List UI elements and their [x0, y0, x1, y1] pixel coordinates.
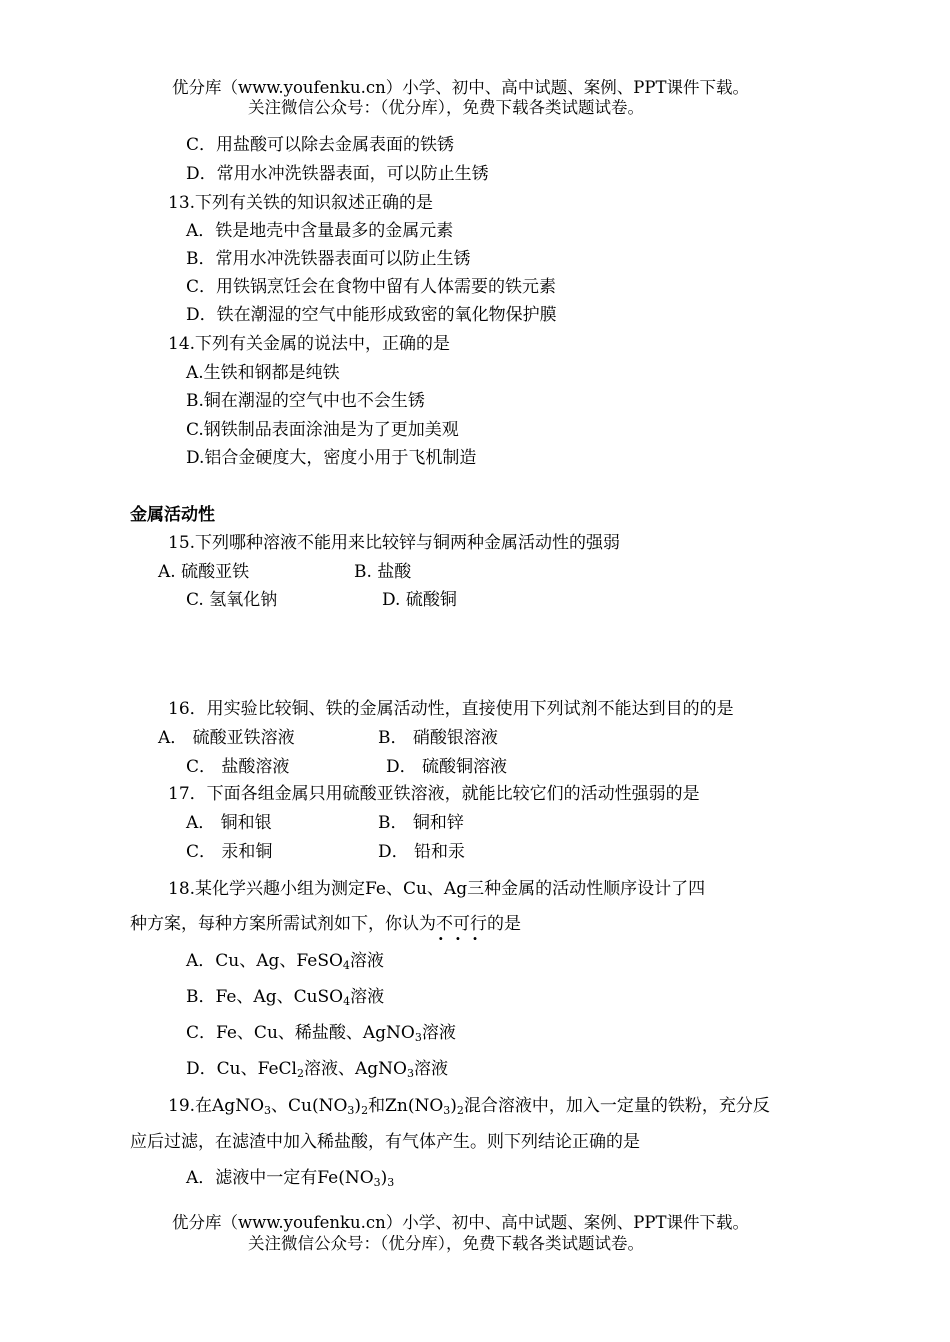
q18-emphasis-not-feasible: 不可行 · · · — [436, 914, 487, 934]
q17-option-c: C． 汞和铜 — [186, 842, 273, 862]
q19-a-subscript-1: 3 — [373, 1176, 381, 1189]
q19-a-subscript-2: 3 — [387, 1176, 395, 1189]
q18-option-d — [186, 1058, 448, 1080]
q19-part-5: ) — [450, 1096, 457, 1116]
q16-option-a: A． 硫酸亚铁溶液 — [158, 728, 295, 748]
q17-option-b: B． 铜和锌 — [378, 813, 464, 833]
q18-option-c — [186, 1022, 456, 1044]
q16-option-b: B． 硝酸银溶液 — [378, 728, 498, 748]
q19-part-4: 和Zn(NO — [368, 1096, 444, 1116]
q18-d-subscript-2: 3 — [406, 1067, 414, 1080]
q14-option-a: A.生铁和钢都是纯铁 — [186, 363, 340, 383]
q19-sub-4: 3 — [443, 1104, 451, 1117]
q15-option-c: C. 氢氧化钠 — [186, 590, 278, 610]
q18-b-suffix: 溶液 — [350, 987, 385, 1007]
q16-option-c: C． 盐酸溶液 — [186, 757, 290, 777]
q15-option-b: B. 盐酸 — [354, 562, 412, 582]
q19-sub-3: 2 — [361, 1104, 369, 1117]
section-heading: 金属活动性 — [130, 505, 215, 525]
q19-part-2: 、Cu(NO — [271, 1096, 348, 1116]
q18-option-a — [186, 950, 384, 972]
q13-option-a: A．铁是地壳中含量最多的金属元素 — [186, 221, 454, 241]
q19-a-middle: ) — [380, 1168, 388, 1188]
q18-stem-post: 的是 — [487, 914, 521, 934]
q19-sub-1: 3 — [264, 1104, 272, 1117]
q14-option-c: C.钢铁制品表面涂油是为了更加美观 — [186, 420, 459, 440]
q18-d-middle: 溶液、AgNO — [303, 1059, 407, 1079]
q18-stem-line-1: 18.某化学兴趣小组为测定Fe、Cu、Ag三种金属的活动性顺序设计了四 — [168, 879, 706, 899]
q14-option-d: D.铝合金硬度大，密度小用于飞机制造 — [186, 448, 477, 468]
q18-stem-line-2 — [130, 913, 521, 935]
header-line-2: 关注微信公众号：（优分库），免费下载各类试题试卷。 — [248, 98, 644, 117]
q18-d-text: D．Cu、FeCl — [186, 1059, 297, 1079]
q18-a-subscript: 4 — [342, 959, 350, 972]
q16-option-d: D． 硫酸铜溶液 — [386, 757, 508, 777]
q18-a-suffix: 溶液 — [349, 951, 384, 971]
q12-option-d: D．常用水冲洗铁器表面，可以防止生锈 — [186, 164, 489, 184]
q18-d-suffix: 溶液 — [413, 1059, 448, 1079]
q13-option-d: D．铁在潮湿的空气中能形成致密的氧化物保护膜 — [186, 305, 557, 325]
q17-option-d: D． 铅和汞 — [378, 842, 466, 862]
q18-c-subscript: 3 — [414, 1031, 422, 1044]
q18-option-b — [186, 986, 384, 1008]
q19-stem-line-1 — [168, 1095, 770, 1117]
q18-b-text: B．Fe、Ag、CuSO — [186, 987, 344, 1007]
q18-b-subscript: 4 — [343, 995, 351, 1008]
q12-option-c: C．用盐酸可以除去金属表面的铁锈 — [186, 135, 455, 155]
q19-option-a — [186, 1167, 394, 1189]
header-line-1: 优分库（www.youfenku.cn）小学、初中、高中试题、案例、PPT课件下载。 — [172, 78, 749, 97]
footer-line-2: 关注微信公众号：（优分库），免费下载各类试题试卷。 — [248, 1234, 644, 1253]
q19-stem-line-2: 应后过滤，在滤渣中加入稀盐酸，有气体产生。则下列结论正确的是 — [130, 1132, 640, 1152]
q19-sub-2: 3 — [347, 1104, 355, 1117]
q18-d-subscript-1: 2 — [296, 1067, 304, 1080]
q15-option-d: D. 硫酸铜 — [382, 590, 457, 610]
q19-part-1: 19.在AgNO — [168, 1096, 265, 1116]
q18-stem-pre: 种方案，每种方案所需试剂如下，你认为 — [130, 914, 436, 934]
q18-c-suffix: 溶液 — [421, 1023, 456, 1043]
q19-part-6: 混合溶液中，加入一定量的铁粉，充分反 — [463, 1096, 770, 1116]
q17-stem: 17．下面各组金属只用硫酸亚铁溶液，就能比较它们的活动性强弱的是 — [168, 784, 700, 804]
q16-stem: 16．用实验比较铜、铁的金属活动性，直接使用下列试剂不能达到目的的是 — [168, 699, 734, 719]
q15-stem: 15.下列哪种溶液不能用来比较锌与铜两种金属活动性的强弱 — [168, 533, 621, 553]
q18-c-text: C．Fe、Cu、稀盐酸、AgNO — [186, 1023, 415, 1043]
q19-a-text: A．滤液中一定有Fe(NO — [186, 1168, 374, 1188]
q14-option-b: B.铜在潮湿的空气中也不会生锈 — [186, 391, 425, 411]
q13-option-b: B．常用水冲洗铁器表面可以防止生锈 — [186, 249, 471, 269]
q18-a-text: A．Cu、Ag、FeSO — [186, 951, 343, 971]
q13-option-c: C．用铁锅烹饪会在食物中留有人体需要的铁元素 — [186, 277, 557, 297]
q19-part-3: ) — [354, 1096, 362, 1116]
q15-option-a: A. 硫酸亚铁 — [158, 562, 250, 582]
q14-stem: 14.下列有关金属的说法中，正确的是 — [168, 334, 451, 354]
q19-sub-5: 2 — [456, 1104, 464, 1117]
q17-option-a: A． 铜和银 — [186, 813, 272, 833]
footer-line-1: 优分库（www.youfenku.cn）小学、初中、高中试题、案例、PPT课件下载。 — [172, 1213, 749, 1232]
q13-stem: 13.下列有关铁的知识叙述正确的是 — [168, 193, 434, 213]
